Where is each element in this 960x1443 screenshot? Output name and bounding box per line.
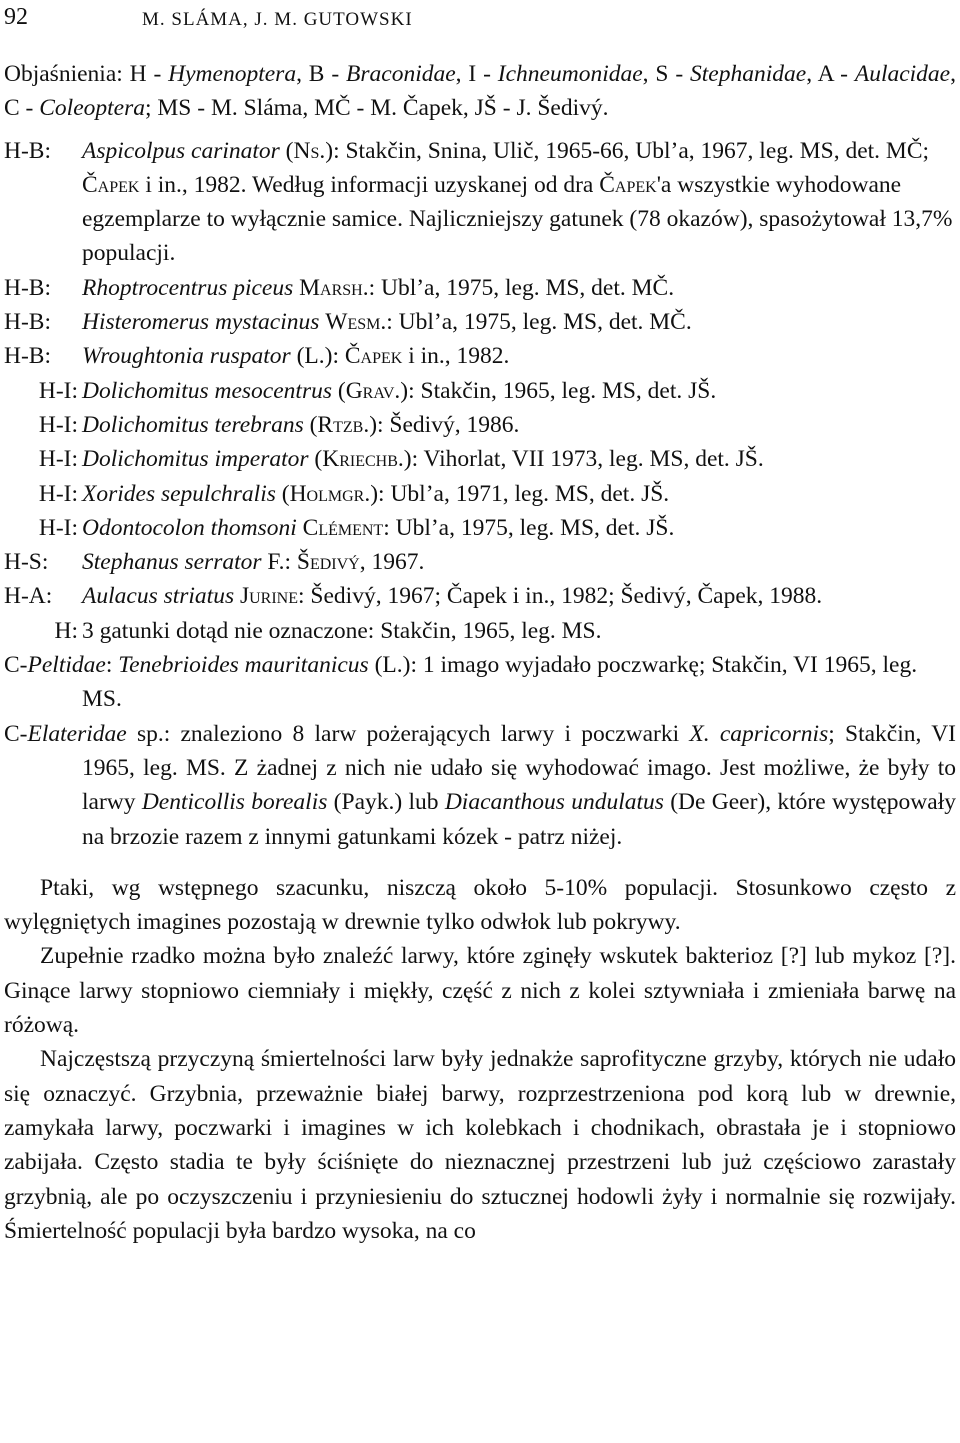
entry-text: i in., 1982. Według informacji uzyskanej od dra [139, 171, 600, 198]
body-paragraph: Najczęstszą przyczyną śmiertelności larw były jednakże saprofityczne grzyby, których nie udało się oznaczyć. Grzybnia, przeważnie białej barwy, rozprzestrzeniona pod korą lub w drewnie, zamykała larwy, poczwarki i imagines w ich kolebkach i chodnikach, obrastała je i stopniowo zabijała. Często stadia te były ściśnięte do nieznacznej przestrzeni lub już częściowo zarastały grzybnią, ale po oczyszczeniu i przyniesieniu do sztucznej hodowli żyły i normalnie się rozwijały. Śmiertelność populacji była bardzo wysoka, na co [4, 1046, 956, 1244]
entry-code: H-A: [4, 583, 53, 610]
taxon-name: Aulacidae [854, 61, 951, 87]
entry-text: .: Ubl’a, 1975, leg. MS, det. MČ. [380, 309, 692, 336]
body-paragraph: Ptaki, wg wstępnego szacunku, niszczą około 5-10% populacji. Stosunkowo często z wylęgniętych imagines pozostają w drewnie tylko odwłok lub pokrywy. [4, 874, 956, 936]
author-name: Kriechb [322, 446, 398, 473]
peltidae-entry [4, 648, 956, 717]
species-entry [4, 305, 956, 339]
species-name: Histeromerus mystacinus [82, 309, 320, 336]
author-name: Holmgr [289, 480, 365, 507]
author-name: Rtzb [317, 411, 364, 438]
author-name: Wesm [325, 309, 381, 336]
species-entry [4, 339, 956, 373]
species-entry [4, 477, 956, 511]
entry-code: H-I: [38, 377, 78, 404]
text-fragment: ( [303, 411, 318, 438]
author-name: Ns [293, 137, 320, 164]
entry-code: H-I: [38, 411, 78, 438]
author-name: Grav [345, 377, 395, 404]
entry-code: H: [54, 617, 78, 644]
entry-text: : Ubl’a, 1975, leg. MS, det. JŠ. [383, 514, 675, 541]
page-number: 92 [4, 4, 28, 30]
entry-text: .): Stakčin, 1965, leg. MS, det. JŠ. [394, 377, 717, 404]
author-name: Čapek [82, 171, 140, 198]
page-header [4, 0, 956, 34]
text-fragment: ( [332, 377, 346, 404]
entry-text: .): Vihorlat, VII 1973, leg. MS, det. JŠ. [397, 446, 764, 473]
entry-code: H-I: [38, 446, 78, 473]
species-name: Wroughtonia ruspator [82, 343, 291, 370]
taxon-name: Ichneumonidae [497, 61, 643, 87]
taxon-name: Braconidae [346, 61, 456, 87]
entry-code: H-I: [38, 480, 78, 507]
species-entry [4, 442, 956, 476]
entry-text: .): Stakčin, Snina, Ulič, 1965-66, Ubl’a, 1967, leg. MS, det. MČ; [319, 137, 930, 164]
entry-text: i in., 1982. [402, 343, 510, 370]
family-name: Elateridae [27, 720, 127, 747]
author-name: Čapek [344, 343, 403, 370]
species-name: Denticollis borealis [141, 789, 328, 816]
entry-text: .): Ubl’a, 1971, leg. MS, det. JŠ. [364, 480, 670, 507]
explanation-label: Objaśnienia: H - [4, 61, 169, 87]
entry-text: (Payk.) lub [327, 789, 445, 816]
text-fragment: , I - [455, 61, 498, 87]
text-fragment: , A - [806, 61, 855, 87]
author-name: Šedivý [296, 549, 360, 576]
entry-text: : Šedivý, 1967; Čapek i in., 1982; Šedivý, Čapek, 1988. [298, 583, 823, 610]
running-head-authors: M. SLÁMA, J. M. GUTOWSKI [142, 9, 413, 30]
text-fragment: ; MS - M. Sláma, MČ - M. Čapek, JŠ - J. Šedivý. [145, 95, 609, 122]
explanation-paragraph [4, 57, 956, 126]
species-name: Dolichomitus terebrans [82, 411, 304, 438]
text-fragment: , C - [4, 61, 956, 122]
entry-code: C- [4, 720, 28, 747]
species-entry [4, 408, 956, 442]
species-entry [4, 545, 956, 579]
entry-code: C- [4, 652, 28, 679]
species-name: Xorides sepulchralis [82, 480, 276, 507]
family-name: Peltidae [27, 652, 106, 679]
species-name: Diacanthous undulatus [444, 789, 664, 816]
text-fragment: , B - [296, 61, 347, 87]
text-fragment: ( [279, 137, 294, 164]
taxon-name: Stephanidae [690, 61, 807, 87]
species-entry [4, 134, 956, 271]
entry-text: .: Ubl’a, 1975, leg. MS, det. MČ. [362, 274, 675, 301]
entry-text: 3 gatunki dotąd nie oznaczone: Stakčin, 1965, leg. MS. [82, 617, 602, 644]
author-name: Marsh [299, 274, 363, 301]
entry-text: 'a wszystkie wyhodowane egzemplarze to wyłącznie samice. Najliczniejszy gatunek (78 okazów), spasożytował 13,7% populacji. [82, 171, 953, 267]
entry-text: sp.: znaleziono 8 larw pożerających larwy i poczwarki [126, 720, 690, 747]
elateridae-entry [4, 717, 956, 854]
taxon-name: Hymenoptera [168, 61, 297, 87]
species-entry [4, 271, 956, 305]
entry-text: (L.): 1 imago wyjadało poczwarkę; Stakčin, VI 1965, leg. MS. [82, 652, 918, 713]
entry-text: .): Šedivý, 1986. [363, 411, 520, 438]
entry-text: , 1967. [359, 549, 425, 576]
species-entry [4, 511, 956, 545]
text-fragment: ( [308, 446, 323, 473]
species-entry [4, 374, 956, 408]
entry-code: H-B: [4, 343, 51, 370]
text-fragment: , S - [642, 61, 691, 87]
page-content [4, 57, 956, 1248]
body-paragraph: Zupełnie rzadko można było znaleźć larwy, które zginęły wskutek bakterioz [?] lub mykoz [?]. Ginące larwy stopniowo ciemniały i miękły, część z nich z kolei sztywniała i zmieniała barwę na różową. [4, 943, 956, 1039]
entry-code: H-S: [4, 549, 49, 576]
species-name: Stephanus serrator [82, 549, 262, 576]
entry-code: H-B: [4, 309, 51, 336]
species-name: Dolichomitus imperator [82, 446, 309, 473]
species-name: Tenebrioides mauritanicus [118, 652, 369, 679]
text-fragment: F.: [261, 549, 297, 576]
species-name: X. capricornis [689, 720, 829, 747]
author-name: Clément [302, 514, 384, 541]
author-name: Jurine [239, 583, 299, 610]
text-fragment: (L.): [290, 343, 345, 370]
text-fragment: : [105, 652, 119, 679]
species-name: Aspicolpus carinator [82, 137, 280, 164]
entry-text: (De Geer), które występowały na brzozie razem z innymi gatunkami kózek - patrz niżej. [82, 789, 956, 850]
species-entry [4, 579, 956, 613]
text-fragment: ( [275, 480, 290, 507]
author-name: Čapek [599, 171, 657, 198]
entry-code: H-B: [4, 274, 51, 301]
species-name: Dolichomitus mesocentrus [82, 377, 332, 404]
undetermined-entry [4, 614, 956, 648]
taxon-name: Coleoptera [39, 95, 145, 122]
entry-code: H-B: [4, 137, 51, 164]
species-name: Rhoptrocentrus piceus [82, 274, 294, 301]
species-name: Aulacus striatus [82, 583, 235, 610]
entry-text: ; Stakčin, VI 1965, leg. MS. Z żadnej z nich nie udało się wyhodować imago. Jest możliwe, że były to larwy [82, 720, 956, 816]
entry-code: H-I: [38, 514, 78, 541]
species-name: Odontocolon thomsoni [82, 514, 297, 541]
